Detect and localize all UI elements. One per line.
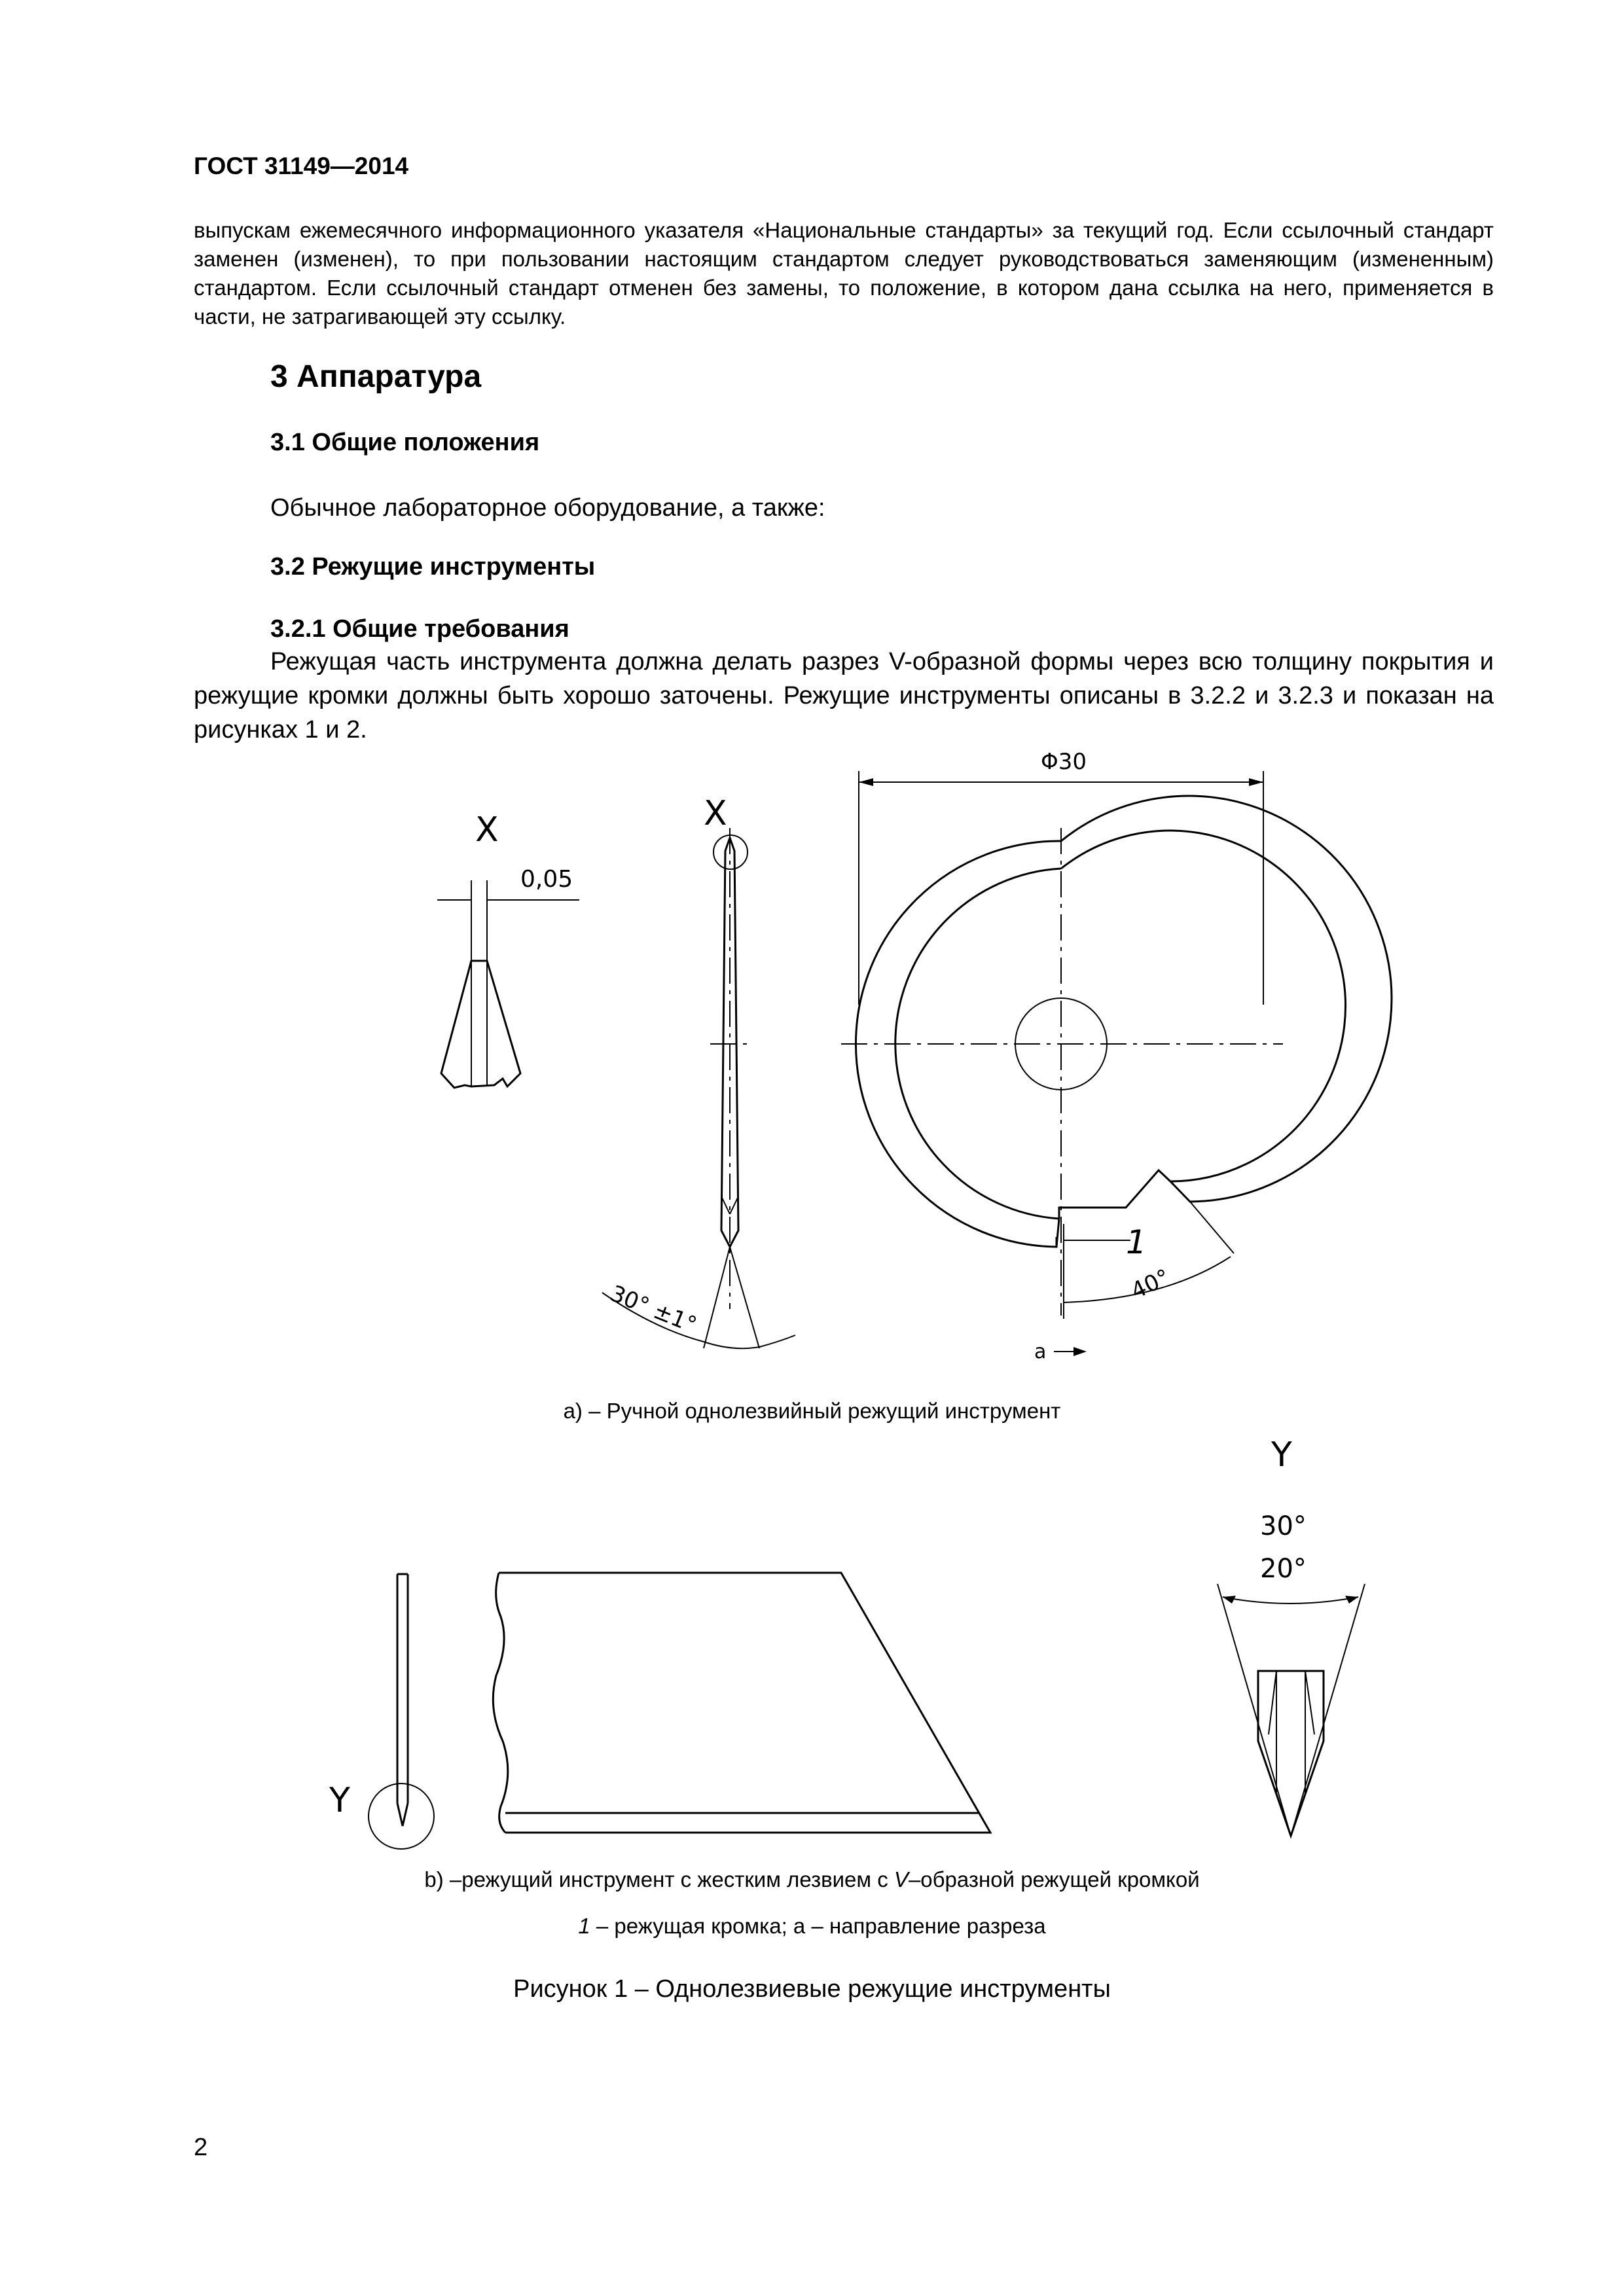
angle-30-label: 30° ±1° bbox=[606, 1280, 700, 1339]
detail-y-label: Y bbox=[1271, 1435, 1292, 1475]
side-view-y-label: Y bbox=[329, 1781, 350, 1820]
figure-title: Рисунок 1 – Однолезвиевые режущие инструменты bbox=[513, 1975, 1111, 2003]
detail-y-blade bbox=[1218, 1584, 1365, 1836]
detail-x-blade bbox=[437, 880, 579, 1088]
cutting-edge-marker: 1 bbox=[1126, 1223, 1147, 1261]
detail-x-label: X bbox=[475, 810, 499, 850]
angle-20-deg-label: 20° bbox=[1260, 1554, 1307, 1584]
subsection-3-1-heading: 3.1 Общие положения bbox=[270, 429, 540, 456]
rigid-blade-side-view bbox=[369, 1574, 434, 1849]
figure-caption-a: а) – Ручной однолезвийный режущий инструмент bbox=[563, 1399, 1061, 1423]
angle-30-deg-label: 30° bbox=[1260, 1511, 1307, 1541]
section-heading: 3 Аппаратура bbox=[270, 359, 482, 394]
disc-tool-side-view bbox=[602, 828, 795, 1348]
disc-tool-front-view bbox=[841, 771, 1392, 1356]
subsection-3-2-heading: 3.2 Режущие инструменты bbox=[270, 553, 596, 581]
figure-legend: 1 – режущая кромка; а – направление разреза bbox=[578, 1914, 1046, 1938]
page-number: 2 bbox=[194, 2134, 208, 2161]
subsection-3-2-1-heading: 3.2.1 Общие требования bbox=[270, 615, 569, 643]
subsection-3-1-text: Обычное лабораторное оборудование, а также: bbox=[270, 494, 825, 522]
document-header: ГОСТ 31149—2014 bbox=[194, 152, 409, 179]
direction-arrow-label: a bbox=[1034, 1340, 1047, 1363]
figure-caption-b: b) –режущий инструмент с жестким лезвием с V–образной режущей кромкой bbox=[424, 1867, 1200, 1892]
side-view-x-label: X bbox=[704, 794, 727, 833]
dim-005-label: 0,05 bbox=[520, 866, 573, 893]
dim-phi30-label: Φ30 bbox=[1041, 749, 1087, 775]
subsection-3-2-1-text: Режущая часть инструмента должна делать разрез V-образной формы через всю толщину покрытия и режущие кромки должны быть хорошо заточены. Режущие инструменты описаны в 3.2.2 и 3.2.3 и показан на рисунках 1 и 2. bbox=[194, 648, 1494, 744]
rigid-blade-front-view bbox=[493, 1573, 990, 1833]
angle-40-label: 40° bbox=[1127, 1264, 1174, 1305]
intro-paragraph: выпускам ежемесячного информационного указателя «Национальные стандарты» за текущий год. Если ссылочный стандарт заменен (изменен), то при пользовании настоящим стандартом следует руководствоваться заменяющим (измененным) стандартом. Если ссылочный стандарт отменен без замены, то положение, в котором дана ссылка на него, применяется в части, не затрагивающей эту ссылку. bbox=[194, 218, 1494, 329]
